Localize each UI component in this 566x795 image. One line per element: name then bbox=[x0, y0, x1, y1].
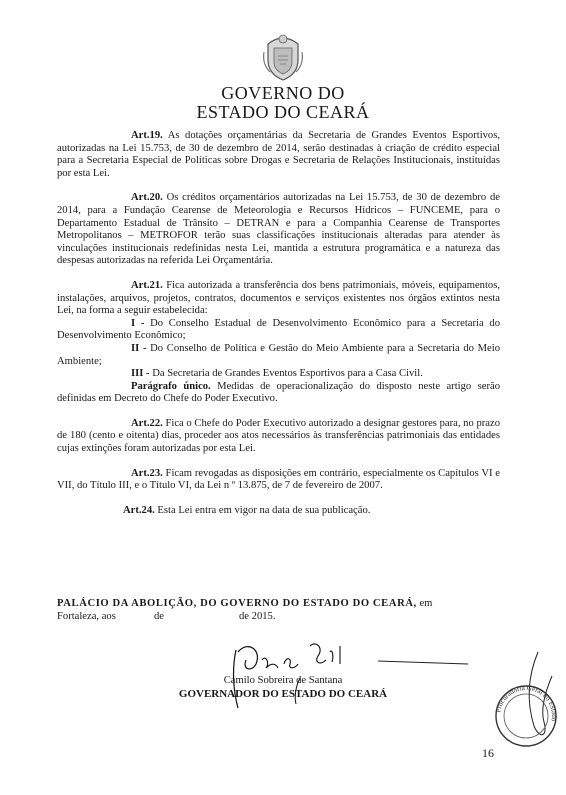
article-label: Art.23. bbox=[131, 467, 163, 479]
article-label: Art.19. bbox=[131, 130, 163, 141]
article-text: As dotações orçamentárias da Secretaria de Grandes Eventos Esportivos, autorizadas na Lei 15.753, de 30 de dezembro de 2014, serão destinadas à criação de crédito especial para a Secretaria Especial de Políticas sobre Drogas e Secretaria de Relações Institucionais, instituídas por esta Lei. bbox=[57, 130, 500, 179]
document-body bbox=[57, 130, 500, 529]
list-item: I - Do Conselho Estadual de Desenvolvimento Econômico para a Secretaria do Desenvolvimento Econômico; bbox=[57, 317, 500, 342]
signatory-name: Camilo Sobreira de Santana bbox=[223, 675, 343, 686]
article-22 bbox=[57, 418, 500, 456]
page-number: 16 bbox=[482, 746, 494, 760]
list-item: III - Da Secretaria de Grandes Eventos Esportivos para a Casa Civil. bbox=[131, 368, 423, 380]
article-label: Art.21. bbox=[131, 279, 163, 291]
article-text: Fica o Chefe do Poder Executivo autorizado a designar gestores para, no prazo de 180 (cento e oitenta) dias, proceder aos atos necessários às transferências patrimoniais das entidades cujas extinções foram autorizadas por esta Lei. bbox=[57, 417, 500, 455]
article-text: Esta Lei entra em vigor na data de sua publicação. bbox=[154, 504, 371, 516]
article-label: Art.22. bbox=[131, 417, 163, 429]
stamp-text: Procuradoria Geral do Estado bbox=[494, 683, 559, 722]
state-coat-of-arms-icon bbox=[260, 30, 306, 82]
article-text: Ficam revogadas as disposições em contrário, especialmente os Capítulos VI e VII, do Título III, e o Título VI, da Lei n º 13.875, de 7 de fevereiro de 2007. bbox=[57, 467, 500, 492]
article-21 bbox=[57, 280, 500, 406]
article-23 bbox=[57, 468, 500, 493]
header-line-1: GOVERNO DO bbox=[221, 83, 345, 103]
signatory-title: GOVERNADOR DO ESTADO DO CEARÁ bbox=[178, 688, 388, 700]
closing-bold: PALÁCIO DA ABOLIÇÃO, DO GOVERNO DO ESTADO DO CEARÁ, bbox=[57, 598, 417, 609]
article-label: Art.24. bbox=[123, 504, 155, 516]
closing-year: de 2015. bbox=[239, 611, 276, 622]
article-24 bbox=[57, 505, 500, 518]
article-label: Art.20. bbox=[131, 192, 163, 204]
closing-statement: PALÁCIO DA ABOLIÇÃO, DO GOVERNO DO ESTADO DO CEARÁ, em Fortaleza, aos de de 2015. bbox=[57, 598, 433, 622]
list-item: II - Do Conselho de Política e Gestão do Meio Ambiente para a Secretaria do Meio Ambiente; bbox=[57, 342, 500, 367]
closing-de: de bbox=[154, 611, 164, 622]
article-20 bbox=[57, 192, 500, 268]
article-text: Os créditos orçamentários autorizadas na Lei 15.753, de 30 de dezembro de 2014, para a Fundação Cearense de Meteorologia e Recursos Hídricos – FUNCEME, para o Departamento Estadual de Trânsito – DETRAN e para a Companhia Cearense de Transportes Metropolitanos – METROFOR terão suas classificações institucionais alteradas para atender às vinculações institucionais redefinidas nesta Lei, mantida a estrutura programática e a natureza das despesas autorizadas na referida Lei Orçamentária. bbox=[57, 192, 500, 267]
paragrafo-unico: Parágrafo único. Medidas de operacionalização do disposto neste artigo serão definidas em Decreto do Chefe do Poder Executivo. bbox=[57, 380, 500, 405]
article-text: Fica autorizada a transferência dos bens patrimoniais, móveis, equipamentos, instalações, arquivos, projetos, contratos, documentos e serviços existentes nos órgãos extintos nesta Lei, na forma a seguir estabelecida: bbox=[57, 279, 500, 317]
closing-city: Fortaleza, aos bbox=[57, 611, 116, 622]
header-line-2: ESTADO DO CEARÁ bbox=[196, 102, 370, 122]
article-19 bbox=[57, 130, 500, 180]
